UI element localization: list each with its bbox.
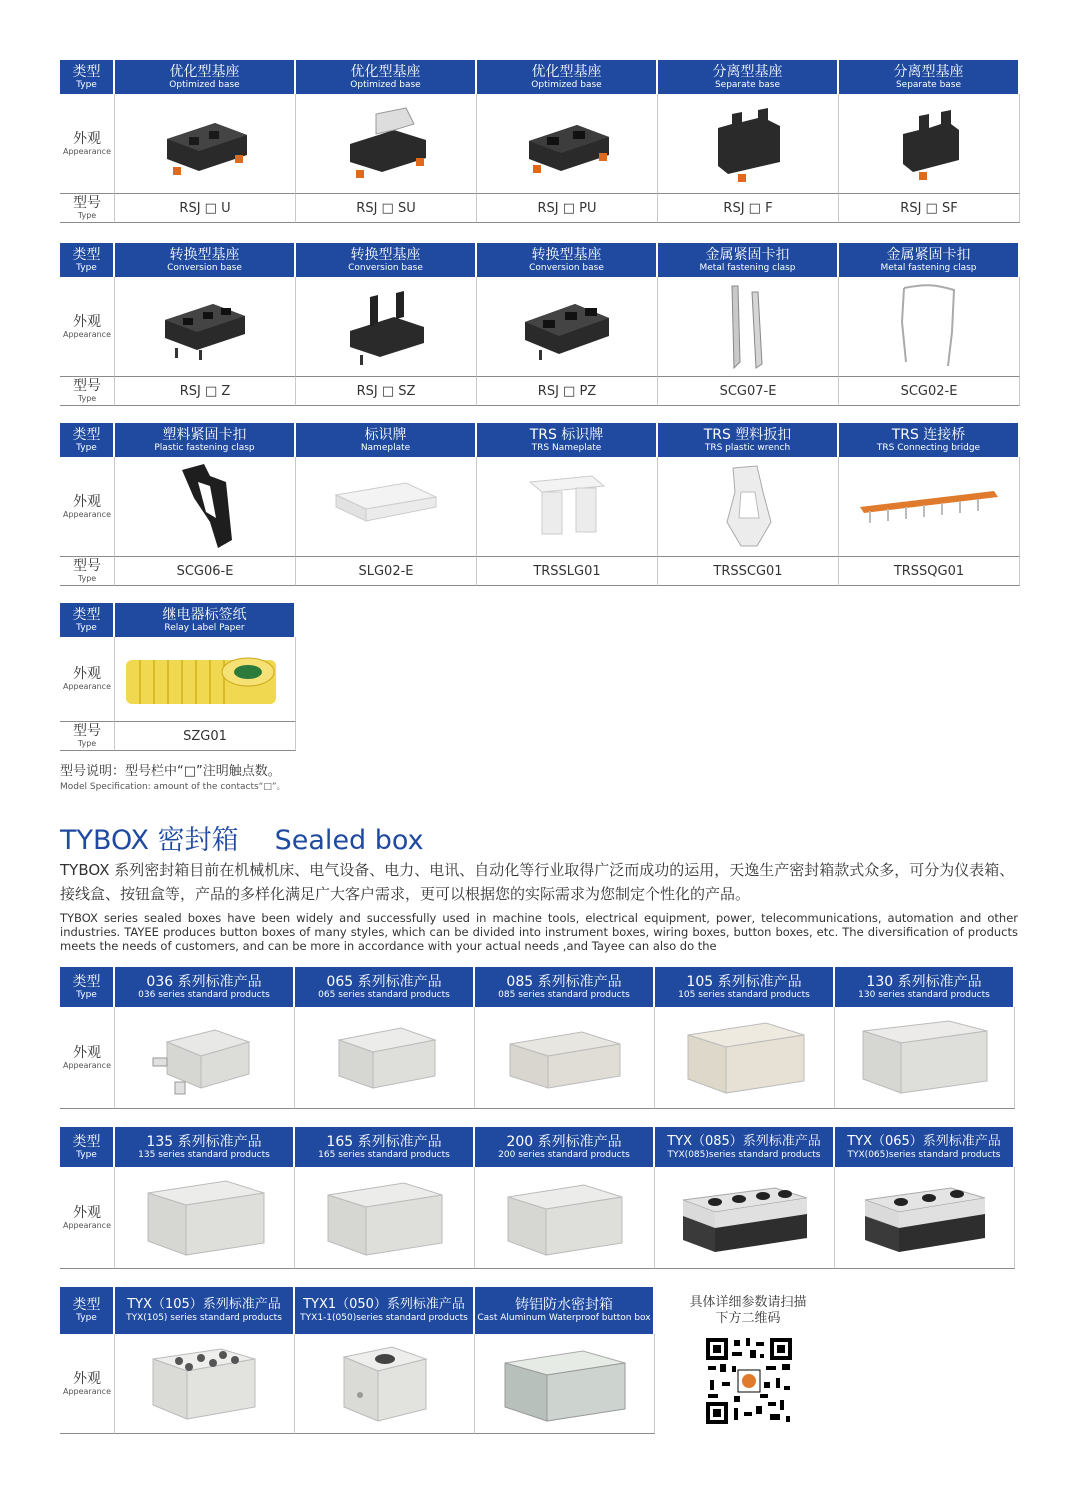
model-value: SCG02-E xyxy=(839,377,1020,406)
product-image xyxy=(115,94,296,194)
model-value: RSJ □ PZ xyxy=(477,377,658,406)
model-value: SZG01 xyxy=(115,722,296,751)
relay-base-icon xyxy=(336,287,436,367)
product-header: 金属紧固卡扣 Metal fastening clasp xyxy=(839,243,1020,277)
tybox-table-row3 xyxy=(60,1287,655,1434)
product-image xyxy=(658,457,839,557)
metal-clasp-icon xyxy=(718,282,778,372)
appearance-label: 外观 Appearance xyxy=(60,1007,115,1109)
product-header: TYX（085）系列标准产品 TYX(085)series standard products xyxy=(655,1127,835,1167)
product-image xyxy=(658,94,839,194)
product-header: 165 系列标准产品 165 series standard products xyxy=(295,1127,475,1167)
relay-base-icon xyxy=(708,104,788,184)
product-image xyxy=(839,277,1020,377)
relay-base-icon xyxy=(155,109,255,179)
enclosure-icon xyxy=(140,1175,270,1261)
appearance-label: 外观 Appearance xyxy=(60,277,115,377)
product-image xyxy=(115,1007,295,1109)
product-image xyxy=(477,277,658,377)
product-image xyxy=(115,637,296,722)
product-header: 优化型基座 Optimized base xyxy=(477,60,658,94)
enclosure-icon xyxy=(325,1018,445,1098)
type-label-header: 类型 Type xyxy=(60,423,115,457)
button-box-icon xyxy=(145,1341,265,1427)
accessory-table-row4 xyxy=(60,603,296,751)
product-header: 130 系列标准产品 130 series standard products xyxy=(835,967,1015,1007)
type-label-header: 类型 Type xyxy=(60,243,115,277)
product-image xyxy=(296,94,477,194)
model-note-zh: 型号说明：型号栏中“□”注明触点数。 xyxy=(60,764,281,779)
intro-en: TYBOX series sealed boxes have been widely and successfully used in machine tools, electrical equipment, power, telecommunications, automation and other industries. TAYEE produces button boxes of many styles, which can be divided into instrument boxes, wiring boxes, button boxes, etc. The diversification of products meets the needs of customers, and can be more in accordance with your actual needs ,and Tayee can also do the xyxy=(60,911,1018,953)
intro-zh: TYBOX 系列密封箱目前在机械机床、电气设备、电力、电讯、自动化等行业取得广泛而成功的运用，天逸生产密封箱款式众多，可分为仪表箱、接线盒、按钮盒等，产品的多样化满足广大客户需求，更可以根据您的实际需求为您制定个性化的产品。 xyxy=(60,861,1015,903)
product-image xyxy=(296,457,477,557)
product-image xyxy=(115,457,296,557)
product-header: 铸铝防水密封箱 Cast Aluminum Waterproof button box xyxy=(475,1287,655,1334)
product-image xyxy=(655,1167,835,1269)
product-header: TYX1（050）系列标准产品 TYX1-1(050)series standard products xyxy=(295,1287,475,1334)
product-header: 转换型基座 Conversion base xyxy=(296,243,477,277)
product-header: TRS 塑料扳扣 TRS plastic wrench xyxy=(658,423,839,457)
enclosure-icon xyxy=(500,1175,630,1261)
model-value: RSJ □ SZ xyxy=(296,377,477,406)
product-header: 135 系列标准产品 135 series standard products xyxy=(115,1127,295,1167)
button-box-icon xyxy=(330,1339,440,1429)
section-title-zh: TYBOX 密封箱 xyxy=(60,825,239,856)
metal-clasp-icon xyxy=(894,282,964,372)
appearance-label: 外观 Appearance xyxy=(60,637,115,722)
appearance-label: 外观 Appearance xyxy=(60,1334,115,1434)
product-image xyxy=(296,277,477,377)
accessory-table-row3 xyxy=(60,423,1020,586)
model-label: 型号 Type xyxy=(60,194,115,223)
accessory-table-row1 xyxy=(60,60,1020,223)
product-header: 转换型基座 Conversion base xyxy=(477,243,658,277)
model-label: 型号 Type xyxy=(60,557,115,586)
nameplate-icon xyxy=(326,477,446,537)
product-header: TRS 连接桥 TRS Connecting bridge xyxy=(839,423,1020,457)
qr-code-icon[interactable] xyxy=(704,1336,794,1426)
appearance-label: 外观 Appearance xyxy=(60,1167,115,1269)
nameplate-icon xyxy=(522,472,612,542)
enclosure-icon xyxy=(855,1015,995,1101)
product-header: 036 系列标准产品 036 series standard products xyxy=(115,967,295,1007)
type-label-header: 类型 Type xyxy=(60,1127,115,1167)
qr-caption: 具体详细参数请扫描 下方二维码 xyxy=(689,1295,807,1326)
enclosure-icon xyxy=(145,1018,265,1098)
product-header: 065 系列标准产品 065 series standard products xyxy=(295,967,475,1007)
model-value: SLG02-E xyxy=(296,557,477,586)
relay-base-icon xyxy=(889,104,969,184)
tybox-table-row2 xyxy=(60,1127,1015,1269)
product-header: 优化型基座 Optimized base xyxy=(115,60,296,94)
type-label-header: 类型 Type xyxy=(60,60,115,94)
product-image xyxy=(839,457,1020,557)
model-value: SCG06-E xyxy=(115,557,296,586)
product-header: 标识牌 Nameplate xyxy=(296,423,477,457)
product-image xyxy=(475,1167,655,1269)
model-label: 型号 Type xyxy=(60,377,115,406)
section-title-en: Sealed box xyxy=(274,825,424,856)
model-label: 型号 Type xyxy=(60,722,115,751)
product-header: 优化型基座 Optimized base xyxy=(296,60,477,94)
product-image xyxy=(115,1334,295,1434)
product-image xyxy=(655,1007,835,1109)
product-image xyxy=(295,1007,475,1109)
product-image xyxy=(658,277,839,377)
type-label-header: 类型 Type xyxy=(60,967,115,1007)
model-value: SCG07-E xyxy=(658,377,839,406)
product-header: 085 系列标准产品 085 series standard products xyxy=(475,967,655,1007)
relay-base-icon xyxy=(336,104,436,184)
product-header: 200 系列标准产品 200 series standard products xyxy=(475,1127,655,1167)
product-header: 金属紧固卡扣 Metal fastening clasp xyxy=(658,243,839,277)
product-header: TRS 标识牌 TRS Nameplate xyxy=(477,423,658,457)
product-image xyxy=(835,1167,1015,1269)
product-image xyxy=(839,94,1020,194)
product-header: 转换型基座 Conversion base xyxy=(115,243,296,277)
button-box-icon xyxy=(855,1178,995,1258)
product-header: 塑料紧固卡扣 Plastic fastening clasp xyxy=(115,423,296,457)
product-header: TYX（105）系列标准产品 TYX(105) series standard products xyxy=(115,1287,295,1334)
model-value: RSJ □ SF xyxy=(839,194,1020,223)
model-note-en: Model Specification: amount of the contacts“□”。 xyxy=(60,782,286,792)
model-value: RSJ □ U xyxy=(115,194,296,223)
button-box-icon xyxy=(675,1178,815,1258)
product-header: 105 系列标准产品 105 series standard products xyxy=(655,967,835,1007)
model-value: TRSSCG01 xyxy=(658,557,839,586)
model-value: RSJ □ PU xyxy=(477,194,658,223)
appearance-label: 外观 Appearance xyxy=(60,457,115,557)
section-title xyxy=(60,818,424,857)
product-image xyxy=(115,1167,295,1269)
type-label-header: 类型 Type xyxy=(60,1287,115,1334)
accessory-table-row2 xyxy=(60,243,1020,406)
enclosure-icon xyxy=(500,1018,630,1098)
product-header: 分离型基座 Separate base xyxy=(839,60,1020,94)
enclosure-icon xyxy=(320,1175,450,1261)
type-label-header: 类型 Type xyxy=(60,603,115,637)
appearance-label: 外观 Appearance xyxy=(60,94,115,194)
bridge-icon xyxy=(854,477,1004,537)
plastic-clasp-icon xyxy=(170,462,240,552)
model-value: RSJ □ Z xyxy=(115,377,296,406)
relay-base-icon xyxy=(155,292,255,362)
product-header: TYX（065）系列标准产品 TYX(065)series standard products xyxy=(835,1127,1015,1167)
enclosure-icon xyxy=(495,1341,635,1427)
label-roll-icon xyxy=(120,644,290,714)
product-image xyxy=(475,1007,655,1109)
product-header: 继电器标签纸 Relay Label Paper xyxy=(115,603,296,637)
enclosure-icon xyxy=(680,1015,810,1101)
product-image xyxy=(477,457,658,557)
product-image xyxy=(477,94,658,194)
tybox-table-row1 xyxy=(60,967,1015,1109)
product-image xyxy=(115,277,296,377)
model-value: TRSSQG01 xyxy=(839,557,1020,586)
model-value: RSJ □ SU xyxy=(296,194,477,223)
product-image xyxy=(835,1007,1015,1109)
model-value: RSJ □ F xyxy=(658,194,839,223)
product-image xyxy=(475,1334,655,1434)
model-value: TRSSLG01 xyxy=(477,557,658,586)
wrench-icon xyxy=(713,462,783,552)
relay-base-icon xyxy=(517,109,617,179)
product-image xyxy=(295,1167,475,1269)
product-image xyxy=(295,1334,475,1434)
relay-base-icon xyxy=(517,292,617,362)
product-header: 分离型基座 Separate base xyxy=(658,60,839,94)
